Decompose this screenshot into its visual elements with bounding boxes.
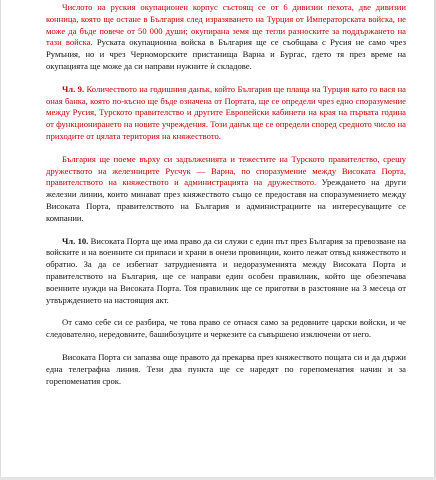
paragraph-text: Уреждането на други железни линии, които минават през княжеството също се предоставя на споразумението между Високата Порта, правителството на България и администрациите на интересуващите се компании. bbox=[46, 177, 406, 223]
paragraph-occupation-corps bbox=[46, 2, 406, 73]
paragraph-text: Руската окупационна войска в България ще се съобщава с Русия не само чрез Румъния, но и чрез Черноморските пристанища Варна и Бургас, гдето тя през време на окупацията ще може да си направи нужните ѝ складове. bbox=[46, 37, 406, 71]
paragraph-text: Високата Порта ще има право да си служи с един път през България за превозване на войските и на военните си припаси и храни в онези провинции, които лежат отвъд княжеството и обратно. За да се избегнат затрудненията и недоразуменията между Високата Порта и правителството на България, ще се направи един особен правилник, който ще обезпечава военните нужди на Високата Порта. Тоя правилник ще се приготви в разстояние на 3 месеца от утвърждението на настоящия акт. bbox=[46, 235, 406, 305]
paragraph-article-10 bbox=[46, 236, 406, 307]
paragraph-regular-troops bbox=[46, 317, 406, 341]
paragraph-railway-obligations bbox=[46, 154, 406, 225]
paragraph-text: България ще поеме върху си задълженията и тежестите на Турското правителство, срешу дружеството на железниците Русчук — Варна, по споразумение между Високата Порта, правителството на княжеството и администрацията на дружеството. bbox=[46, 153, 406, 188]
article-heading: Чл. 10. bbox=[62, 235, 89, 246]
paragraph-text: От само себе си се разбира, че това право се отнася само за редовните царски войски, и че следователно, нередовните, башибозуците и черкезите са съвършено изключени от него. bbox=[46, 317, 406, 340]
paragraph-text: Количеството на годишния данък, който България ще плаща на Турция като го вася на оная банка, която по-късно ще бъде означена от Портата, ще се определи чрез едно споразумение между Русия, Турското правителство и другите Европейски кабинети на края на първата година от функционирането на новите учреждения. Този данък ще се определи според средното число на приходите от цялата територия на княжеството. bbox=[46, 83, 407, 141]
article-heading: Чл. 9. bbox=[62, 83, 85, 94]
document-body bbox=[46, 2, 406, 398]
page-edge-left bbox=[0, 0, 1, 480]
paragraph-post-telegraph bbox=[46, 352, 406, 387]
paragraph-text: Числото на руския окупационен корпус състоящ се от 6 дивизии пехота, две дивизии конница, която ще остане в България след изразяването на Турция от Императорската войска, не може да бъде повече от 50 000 души; окупирана земя ще тегли разноските за поддържането на тази войска. bbox=[46, 2, 406, 48]
paragraph-article-9 bbox=[46, 84, 406, 143]
paragraph-text: Високата Порта си запазва още правото да прекарва през княжеството пощата си и да държи една телеграфна линия. Тези два пункта ще се наредят по горепоменатия начин и за горепоменатия срок. bbox=[46, 351, 406, 386]
